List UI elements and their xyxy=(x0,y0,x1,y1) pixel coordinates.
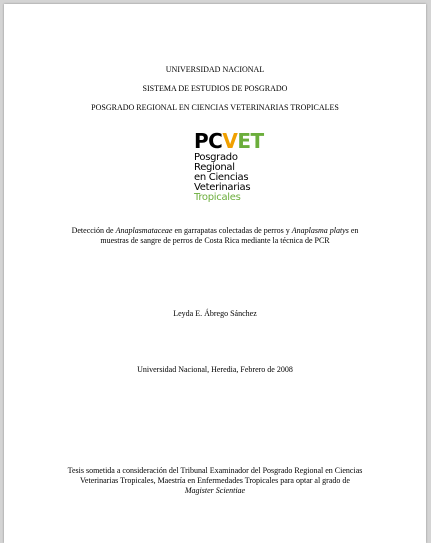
logo-mark xyxy=(194,131,274,151)
logo-text xyxy=(194,153,274,203)
logo-line-tropicales: Tropicales xyxy=(194,192,241,203)
title-text: Detección de xyxy=(71,226,116,235)
logo-line: Posgrado xyxy=(194,152,238,163)
author-name: Leyda E. Ábrego Sánchez xyxy=(173,309,257,318)
title-italic-taxon: Anaplasmataceae xyxy=(115,226,173,235)
logo-mark-v: V xyxy=(222,129,238,153)
thesis-title-line-2: muestras de sangre de perros de Costa Rica mediante la técnica de PCR xyxy=(100,236,330,245)
logo-line: Regional xyxy=(194,162,235,173)
submission-line-1: Tesis sometida a consideración del Tribunal Examinador del Posgrado Regional en Ciencias xyxy=(67,466,363,475)
program-name: POSGRADO REGIONAL EN CIENCIAS VETERINARIAS TROPICALES xyxy=(91,103,339,112)
logo-line: Veterinarias xyxy=(194,182,251,193)
document-page xyxy=(4,4,426,543)
thesis-title xyxy=(44,226,386,246)
pcvet-logo xyxy=(194,131,274,211)
submission-degree xyxy=(44,486,386,496)
title-italic-species: Anaplasma platys xyxy=(291,226,349,235)
thesis-title-line-1 xyxy=(44,226,386,236)
university-name: UNIVERSIDAD NACIONAL xyxy=(165,65,265,74)
place-date: Universidad Nacional, Heredia, Febrero de 2008 xyxy=(137,365,293,374)
degree-name: Magister Scientiae xyxy=(184,486,246,495)
logo-line: en Ciencias xyxy=(194,172,249,183)
logo-mark-pc: PC xyxy=(194,129,223,153)
logo-mark-et: ET xyxy=(237,129,264,153)
submission-statement xyxy=(44,466,386,496)
title-text: en xyxy=(348,226,359,235)
system-name: SISTEMA DE ESTUDIOS DE POSGRADO xyxy=(142,84,288,93)
submission-line-2: Veterinarias Tropicales, Maestría en Enfermedades Tropicales para optar al grado de xyxy=(80,476,350,485)
title-text: en garrapatas colectadas de perros y xyxy=(172,226,292,235)
